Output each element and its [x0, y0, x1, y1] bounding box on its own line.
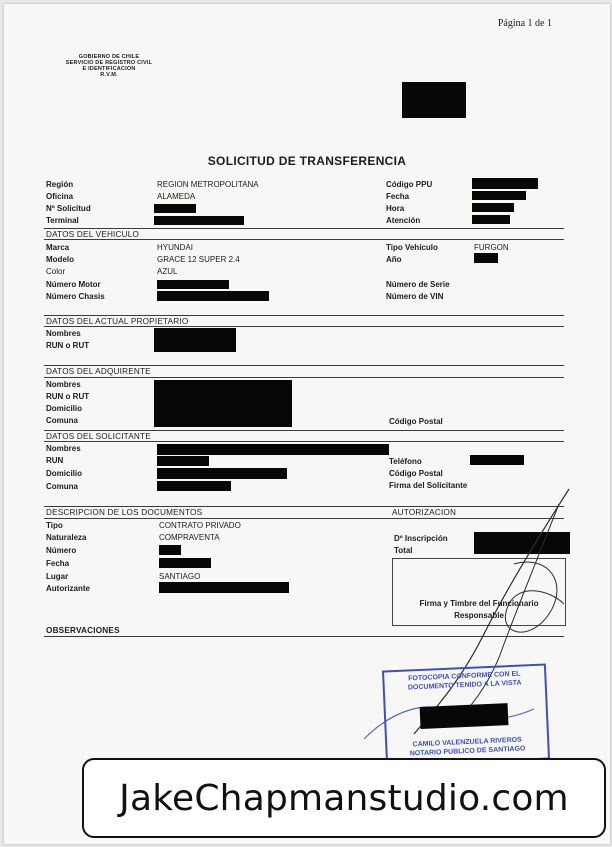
org-line: E IDENTIFICACION — [82, 66, 136, 72]
notary-stamp — [382, 663, 550, 766]
total-label: Total — [394, 546, 413, 555]
divider — [44, 228, 564, 229]
terminal-label: Terminal — [46, 216, 79, 225]
solicitante-section-title: DATOS DEL SOLICITANTE — [46, 432, 151, 441]
firma-funcionario-line2: Responsable — [454, 611, 504, 620]
stamp-line: DOCUMENTO TENIDO A LA VISTA — [407, 679, 522, 692]
redaction — [154, 204, 196, 213]
region-label: Región — [46, 180, 74, 189]
document-title: SOLICITUD DE TRANSFERENCIA — [207, 154, 407, 168]
hora-label: Hora — [386, 204, 405, 213]
lugar-value: SANTIAGO — [159, 572, 201, 581]
fecha-label: Fecha — [386, 192, 410, 201]
atencion-label: Atención — [386, 216, 421, 225]
adquirente-run-label: RUN o RUT — [46, 392, 90, 401]
vehiculo-section-title: DATOS DEL VEHICULO — [46, 230, 140, 239]
page-number: Página 1 de 1 — [497, 18, 552, 29]
autorizacion-section-title: AUTORIZACION — [392, 508, 457, 517]
serie-label: Número de Serie — [386, 280, 450, 289]
tipo-doc-label: Tipo — [46, 521, 63, 530]
adquirente-domicilio-label: Domicilio — [46, 404, 83, 413]
watermark-text: JakeChapmanstudio.com — [119, 777, 569, 819]
modelo-label: Modelo — [46, 255, 74, 264]
solicitante-comuna-label: Comuna — [46, 482, 78, 491]
document-page — [4, 4, 610, 844]
redaction-barcode — [402, 82, 466, 118]
anio-label: Año — [386, 255, 402, 264]
naturaleza-label: Naturaleza — [46, 533, 87, 542]
telefono-label: Teléfono — [389, 457, 422, 466]
redaction — [157, 280, 229, 289]
redaction — [472, 215, 510, 224]
redaction — [420, 703, 509, 729]
color-value: AZUL — [157, 267, 178, 276]
stamp-line: CAMILO VALENZUELA RIVEROS — [412, 736, 522, 749]
lugar-label: Lugar — [46, 572, 69, 581]
redaction — [159, 558, 211, 568]
propietario-run-label: RUN o RUT — [46, 341, 90, 350]
observaciones-label: OBSERVACIONES — [46, 626, 120, 635]
naturaleza-value: COMPRAVENTA — [159, 533, 220, 542]
adquirente-comuna-label: Comuna — [46, 416, 78, 425]
color-label: Color — [46, 267, 66, 276]
redaction — [154, 380, 292, 427]
divider — [44, 315, 564, 316]
redaction — [154, 328, 236, 352]
motor-label: Número Motor — [46, 280, 101, 289]
redaction — [157, 444, 389, 455]
divider — [44, 441, 564, 442]
stamp-line: FOTOCOPIA CONFORME CON EL — [408, 670, 521, 683]
redaction — [474, 253, 498, 263]
fecha-doc-label: Fecha — [46, 559, 70, 568]
marca-value: HYUNDAI — [157, 243, 194, 252]
redaction — [154, 216, 244, 225]
redaction — [159, 582, 289, 593]
solicitud-label: Nº Solicitud — [46, 204, 91, 213]
redaction — [157, 456, 209, 466]
oficina-value: ALAMEDA — [157, 192, 196, 201]
redaction — [472, 191, 526, 200]
redaction — [159, 545, 181, 555]
solicitante-run-label: RUN — [46, 456, 64, 465]
adquirente-nombres-label: Nombres — [46, 380, 81, 389]
divider — [44, 239, 564, 240]
redaction — [157, 481, 231, 491]
org-line: R.V.M. — [100, 72, 118, 78]
numero-doc-label: Número — [46, 546, 77, 555]
redaction — [472, 178, 538, 189]
documentos-section-title: DESCRIPCION DE LOS DOCUMENTOS — [46, 508, 203, 517]
issuer-header — [44, 54, 174, 78]
adquirente-section-title: DATOS DEL ADQUIRENTE — [46, 367, 151, 376]
vin-label: Número de VIN — [386, 292, 444, 301]
autorizante-label: Autorizante — [46, 584, 90, 593]
adquirente-postal-label: Código Postal — [389, 417, 443, 426]
org-line: SERVICIO DE REGISTRO CIVIL — [65, 60, 153, 66]
marca-label: Marca — [46, 243, 70, 252]
stamp-line: NOTARIO PUBLICO DE SANTIAGO — [409, 744, 526, 757]
propietario-section-title: DATOS DEL ACTUAL PROPIETARIO — [46, 317, 189, 326]
chasis-label: Número Chasis — [46, 292, 105, 301]
oficina-label: Oficina — [46, 192, 74, 201]
divider — [44, 377, 564, 378]
region-value: REGION METROPOLITANA — [157, 180, 259, 189]
inscripcion-label: Dº Inscripción — [394, 534, 448, 543]
modelo-value: GRACE 12 SUPER 2.4 — [157, 255, 240, 264]
redaction — [470, 455, 524, 465]
divider — [44, 326, 564, 327]
tipo-vehiculo-value: FURGON — [474, 243, 509, 252]
org-line: GOBIERNO DE CHILE — [78, 54, 140, 60]
tipo-doc-value: CONTRATO PRIVADO — [159, 521, 241, 530]
firma-funcionario-line1: Firma y Timbre del Funcionario — [419, 599, 539, 608]
redaction — [157, 291, 269, 301]
watermark-banner — [82, 758, 606, 838]
divider — [44, 365, 564, 366]
solicitante-domicilio-label: Domicilio — [46, 469, 83, 478]
propietario-nombres-label: Nombres — [46, 329, 81, 338]
tipo-vehiculo-label: Tipo Vehículo — [386, 243, 438, 252]
divider — [44, 430, 564, 431]
ppu-label: Código PPU — [386, 180, 433, 189]
solicitante-postal-label: Código Postal — [389, 469, 443, 478]
firma-solicitante-label: Firma del Solicitante — [389, 481, 468, 490]
redaction — [157, 468, 287, 479]
redaction — [472, 203, 514, 212]
solicitante-nombres-label: Nombres — [46, 444, 81, 453]
